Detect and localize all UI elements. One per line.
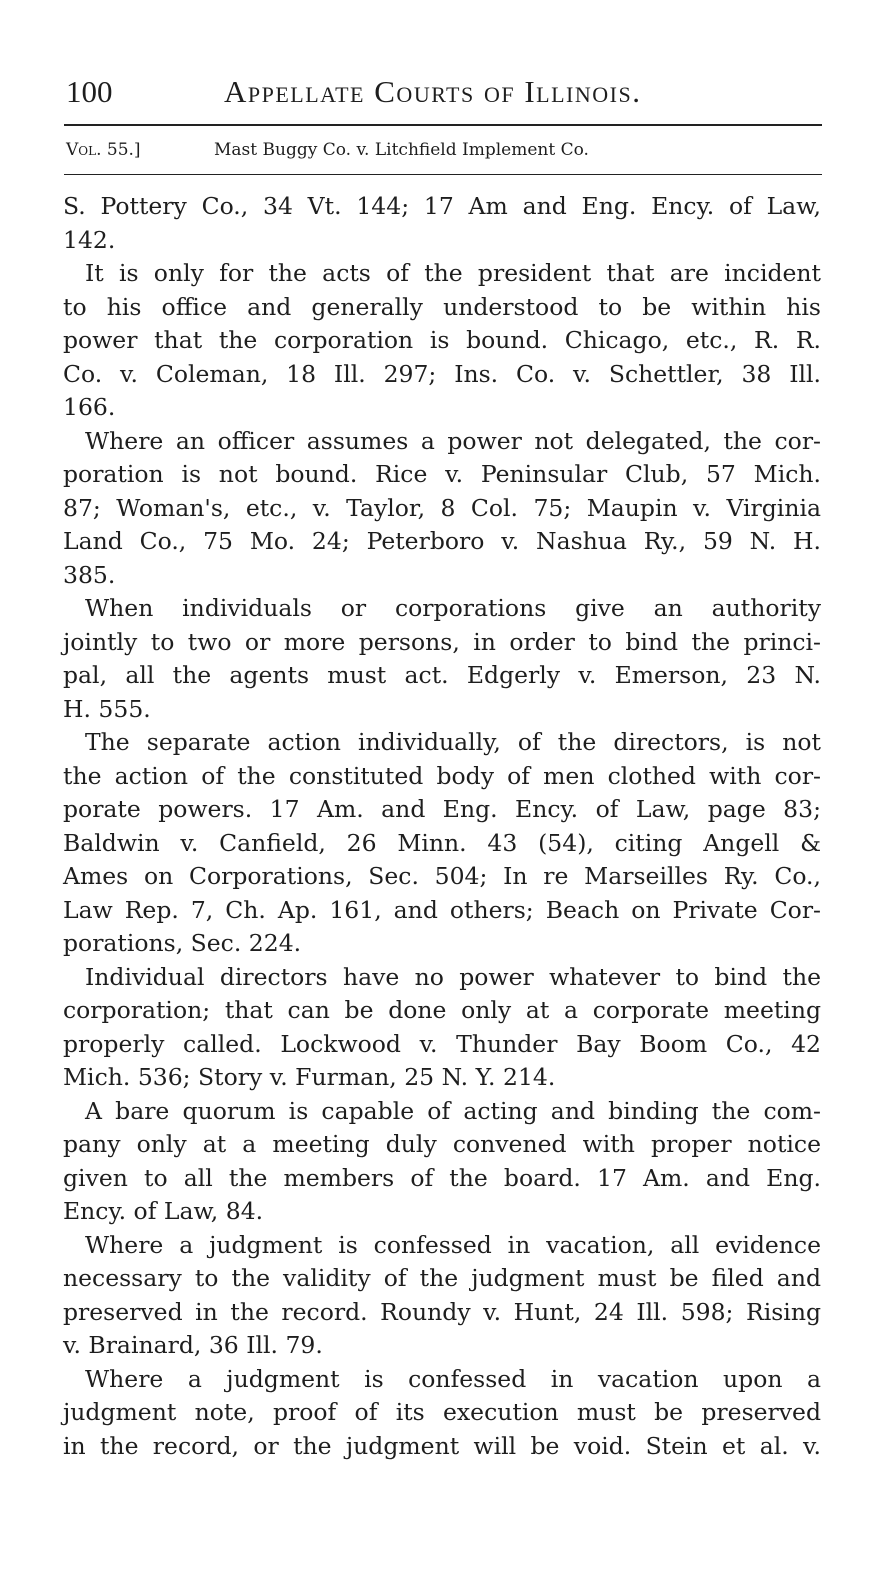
- text-line: Co. v. Coleman, 18 Ill. 297; Ins. Co. v. Schettler, 38 Ill.: [63, 359, 821, 388]
- text-line: When individuals or corporations give an authority: [85, 594, 821, 622]
- text-line: Mich. 536; Story v. Furman, 25 N. Y. 214.: [63, 1063, 556, 1091]
- text-line: Where an officer assumes a power not delegated, the cor-: [85, 426, 821, 455]
- text-line: pany only at a meeting duly convened with proper notice: [63, 1130, 821, 1158]
- header-rule-top: [64, 124, 822, 126]
- text-line: S. Pottery Co., 34 Vt. 144; 17 Am and Eng. Ency. of Law,: [63, 192, 821, 220]
- text-line: 87; Woman's, etc., v. Taylor, 8 Col. 75; Maupin v. Virginia: [63, 493, 821, 522]
- text-line: Baldwin v. Canfield, 26 Minn. 43 (54), citing Angell &: [63, 828, 821, 857]
- text-line: properly called. Lockwood v. Thunder Bay Boom Co., 42: [63, 1029, 821, 1058]
- text-line: 142.: [63, 225, 116, 254]
- text-line: Where a judgment is confessed in vacation, all evidence: [85, 1230, 821, 1259]
- body-text: [63, 190, 821, 1463]
- text-line: 385.: [63, 560, 116, 589]
- text-line: corporation; that can be done only at a corporate meeting: [63, 996, 821, 1024]
- page-number: 100: [66, 74, 113, 109]
- text-line: Law Rep. 7, Ch. Ap. 161, and others; Beach on Private Cor-: [63, 895, 821, 924]
- text-line: Where a judgment is confessed in vacation upon a: [85, 1364, 821, 1393]
- text-line: 166.: [63, 393, 116, 421]
- text-line: Individual directors have no power whatever to bind the: [85, 962, 821, 991]
- text-line: porations, Sec. 224.: [63, 929, 302, 957]
- text-line: A bare quorum is capable of acting and binding the com-: [85, 1096, 821, 1125]
- text-line: poration is not bound. Rice v. Peninsular Club, 57 Mich.: [63, 460, 821, 488]
- text-line: in the record, or the judgment will be void. Stein et al. v.: [63, 1431, 821, 1460]
- text-line: to his office and generally understood to be within his: [63, 292, 821, 321]
- text-line: preserved in the record. Roundy v. Hunt, 24 Ill. 598; Rising: [63, 1297, 821, 1326]
- text-line: Land Co., 75 Mo. 24; Peterboro v. Nashua Ry., 59 N. H.: [63, 527, 821, 555]
- text-line: judgment note, proof of its execution must be preserved: [63, 1398, 821, 1426]
- case-header: [66, 140, 589, 160]
- running-header: [66, 74, 822, 114]
- header-rule-bottom: [64, 174, 822, 175]
- text-line: It is only for the acts of the president that are incident: [85, 259, 821, 287]
- volume-label: Vol. 55.]: [66, 140, 141, 160]
- text-line: Ency. of Law, 84.: [63, 1197, 264, 1225]
- text-line: Ames on Corporations, Sec. 504; In re Marseilles Ry. Co.,: [63, 862, 821, 890]
- text-line: jointly to two or more persons, in order to bind the princi-: [63, 627, 821, 656]
- text-line: H. 555.: [63, 694, 151, 723]
- text-line: necessary to the validity of the judgment must be filed and: [63, 1264, 821, 1292]
- text-line: the action of the constituted body of men clothed with cor-: [63, 761, 821, 790]
- case-title: Mast Buggy Co. v. Litchfield Implement Co.: [214, 140, 589, 160]
- text-line: pal, all the agents must act. Edgerly v. Emerson, 23 N.: [63, 661, 821, 689]
- text-line: v. Brainard, 36 Ill. 79.: [63, 1331, 323, 1359]
- text-line: The separate action individually, of the directors, is not: [85, 728, 821, 756]
- text-line: given to all the members of the board. 17 Am. and Eng.: [63, 1163, 821, 1192]
- text-line: power that the corporation is bound. Chicago, etc., R. R.: [63, 326, 821, 354]
- text-line: porate powers. 17 Am. and Eng. Ency. of Law, page 83;: [63, 795, 821, 823]
- running-title: Appellate Courts of Illinois.: [224, 74, 642, 109]
